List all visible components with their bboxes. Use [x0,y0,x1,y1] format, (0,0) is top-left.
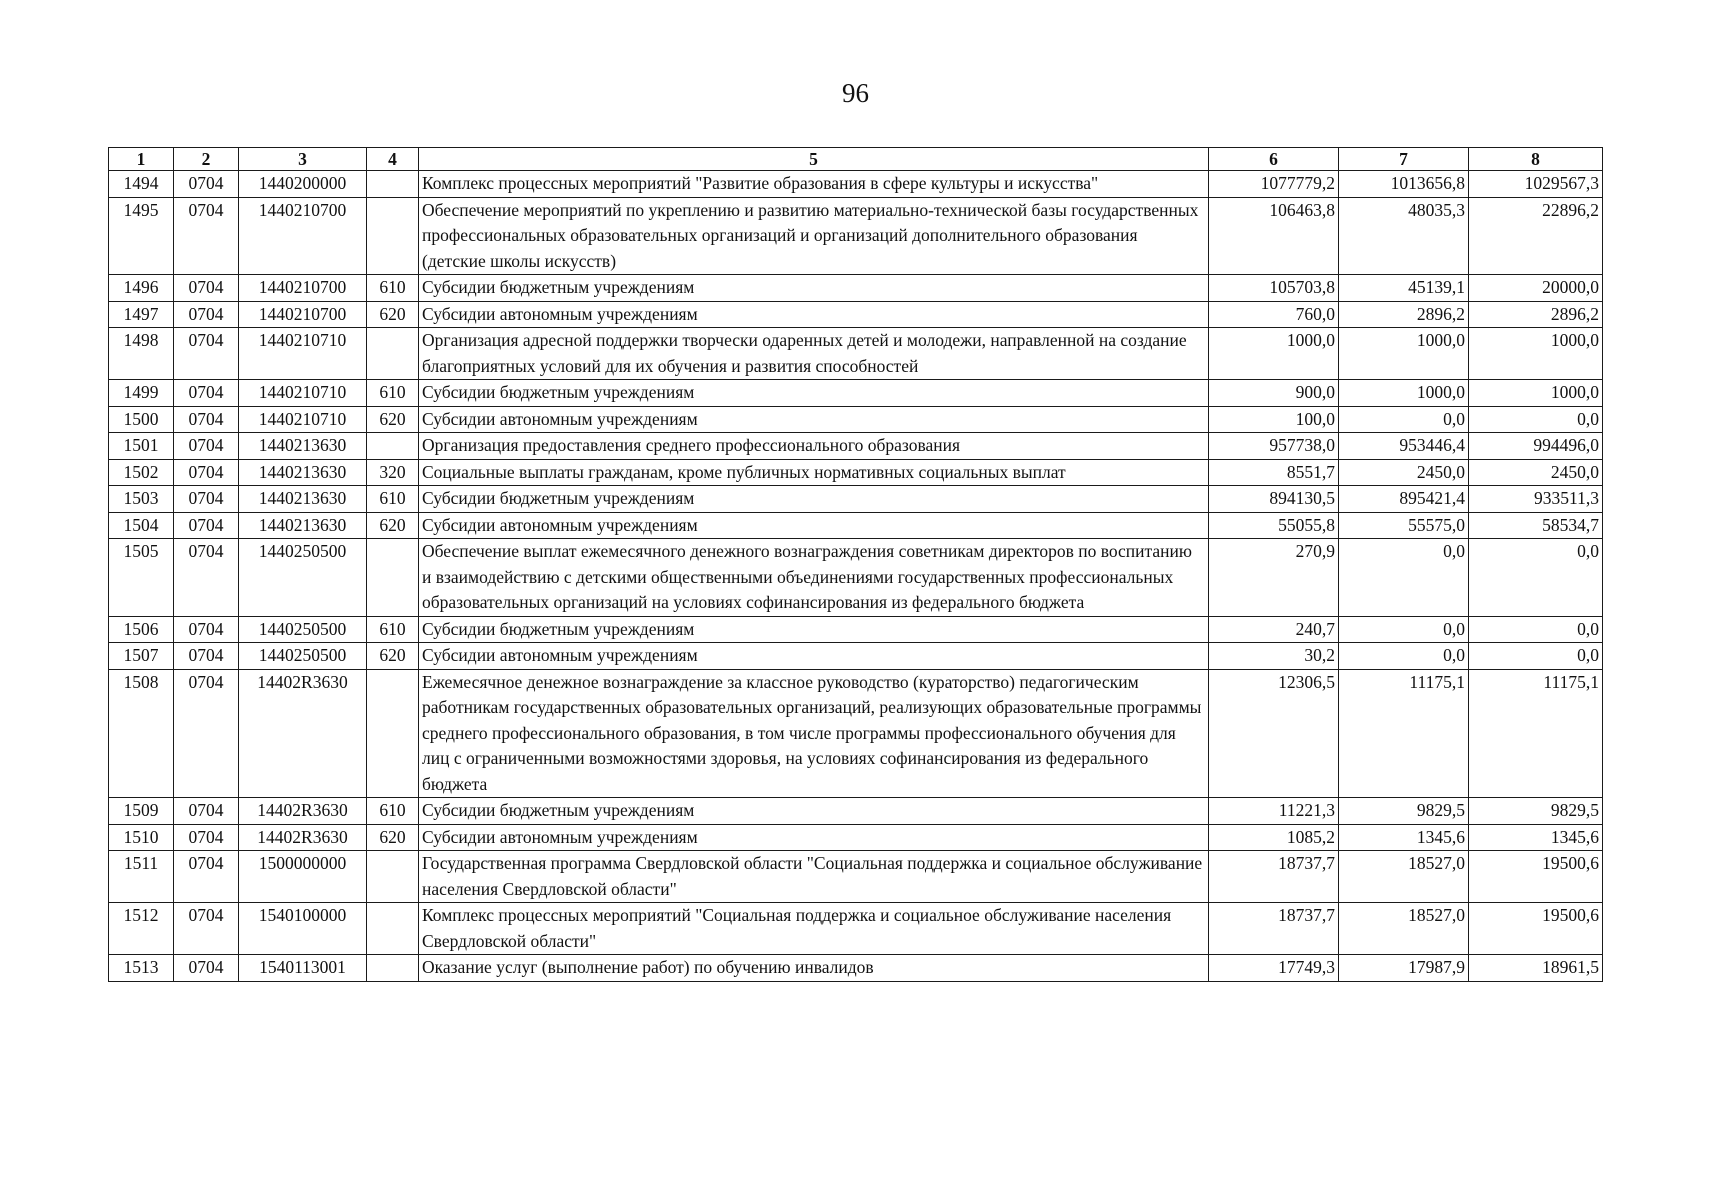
expense-type-cell: 610 [367,486,419,513]
amount-col6-cell: 900,0 [1209,380,1339,407]
row-number-cell: 1513 [109,955,174,982]
row-number-cell: 1508 [109,669,174,798]
amount-col6-cell: 105703,8 [1209,275,1339,302]
amount-col8-cell: 0,0 [1469,616,1603,643]
row-number-cell: 1500 [109,406,174,433]
expense-type-cell [367,171,419,198]
expense-type-cell: 610 [367,275,419,302]
amount-col8-cell: 933511,3 [1469,486,1603,513]
section-code-cell: 0704 [174,171,239,198]
section-code-cell: 0704 [174,433,239,460]
expense-type-cell: 620 [367,512,419,539]
section-code-cell: 0704 [174,851,239,903]
target-code-cell: 1440250500 [239,643,367,670]
expense-type-cell [367,433,419,460]
amount-col7-cell: 2896,2 [1339,301,1469,328]
expense-type-cell: 610 [367,616,419,643]
target-code-cell: 1440210710 [239,380,367,407]
item-name-cell: Субсидии бюджетным учреждениям [419,380,1209,407]
amount-col7-cell: 895421,4 [1339,486,1469,513]
expense-type-cell: 620 [367,301,419,328]
expense-type-cell: 620 [367,643,419,670]
amount-col6-cell: 106463,8 [1209,197,1339,275]
amount-col8-cell: 18961,5 [1469,955,1603,982]
target-code-cell: 1440250500 [239,539,367,617]
row-number-cell: 1504 [109,512,174,539]
target-code-cell: 1440210700 [239,197,367,275]
target-code-cell: 1500000000 [239,851,367,903]
amount-col7-cell: 45139,1 [1339,275,1469,302]
section-code-cell: 0704 [174,824,239,851]
item-name-cell: Комплекс процессных мероприятий "Социальная поддержка и социальное обслуживание населения Свердловской области" [419,903,1209,955]
section-code-cell: 0704 [174,669,239,798]
table-row [109,539,1603,617]
amount-col7-cell: 55575,0 [1339,512,1469,539]
item-name-cell: Субсидии автономным учреждениям [419,643,1209,670]
section-code-cell: 0704 [174,275,239,302]
table-row [109,433,1603,460]
section-code-cell: 0704 [174,616,239,643]
item-name-cell: Субсидии автономным учреждениям [419,301,1209,328]
amount-col8-cell: 0,0 [1469,406,1603,433]
amount-col6-cell: 1000,0 [1209,328,1339,380]
expense-type-cell: 610 [367,380,419,407]
row-number-cell: 1503 [109,486,174,513]
item-name-cell: Оказание услуг (выполнение работ) по обучению инвалидов [419,955,1209,982]
table-row [109,955,1603,982]
section-code-cell: 0704 [174,798,239,825]
amount-col7-cell: 1000,0 [1339,328,1469,380]
amount-col8-cell: 1000,0 [1469,328,1603,380]
row-number-cell: 1506 [109,616,174,643]
section-code-cell: 0704 [174,328,239,380]
column-header: 4 [367,148,419,171]
item-name-cell: Ежемесячное денежное вознаграждение за классное руководство (кураторство) педагогическим работникам государственных образовательных организаций, реализующих образовательные программы среднего профессионального образования, в том числе программы профессионального обучения для лиц с ограниченными возможностями здоровья, на условиях софинансирования из федерального бюджета [419,669,1209,798]
item-name-cell: Социальные выплаты гражданам, кроме публичных нормативных социальных выплат [419,459,1209,486]
amount-col7-cell: 953446,4 [1339,433,1469,460]
column-header: 3 [239,148,367,171]
item-name-cell: Государственная программа Свердловской области "Социальная поддержка и социальное обслуживание населения Свердловской области" [419,851,1209,903]
item-name-cell: Организация предоставления среднего профессионального образования [419,433,1209,460]
table-row [109,851,1603,903]
table-row [109,171,1603,198]
amount-col7-cell: 0,0 [1339,643,1469,670]
amount-col7-cell: 48035,3 [1339,197,1469,275]
item-name-cell: Субсидии автономным учреждениям [419,406,1209,433]
table-row [109,798,1603,825]
amount-col7-cell: 11175,1 [1339,669,1469,798]
amount-col8-cell: 20000,0 [1469,275,1603,302]
amount-col6-cell: 270,9 [1209,539,1339,617]
row-number-cell: 1498 [109,328,174,380]
table-row [109,643,1603,670]
amount-col8-cell: 11175,1 [1469,669,1603,798]
target-code-cell: 1440210700 [239,275,367,302]
target-code-cell: 14402R3630 [239,798,367,825]
table-body [109,171,1603,982]
amount-col8-cell: 994496,0 [1469,433,1603,460]
target-code-cell: 1440213630 [239,459,367,486]
table-row [109,616,1603,643]
amount-col6-cell: 18737,7 [1209,903,1339,955]
target-code-cell: 1440213630 [239,486,367,513]
item-name-cell: Обеспечение мероприятий по укреплению и развитию материально-технической базы государственных профессиональных образовательных организаций и организаций дополнительного образования (детские школы искусств) [419,197,1209,275]
amount-col7-cell: 9829,5 [1339,798,1469,825]
amount-col6-cell: 894130,5 [1209,486,1339,513]
amount-col8-cell: 19500,6 [1469,903,1603,955]
target-code-cell: 1440213630 [239,433,367,460]
amount-col6-cell: 17749,3 [1209,955,1339,982]
target-code-cell: 1440213630 [239,512,367,539]
target-code-cell: 1540100000 [239,903,367,955]
amount-col6-cell: 957738,0 [1209,433,1339,460]
amount-col8-cell: 0,0 [1469,539,1603,617]
item-name-cell: Субсидии бюджетным учреждениям [419,616,1209,643]
row-number-cell: 1496 [109,275,174,302]
section-code-cell: 0704 [174,512,239,539]
amount-col7-cell: 1345,6 [1339,824,1469,851]
target-code-cell: 1440200000 [239,171,367,198]
column-header: 1 [109,148,174,171]
amount-col8-cell: 1029567,3 [1469,171,1603,198]
amount-col8-cell: 19500,6 [1469,851,1603,903]
target-code-cell: 14402R3630 [239,669,367,798]
row-number-cell: 1510 [109,824,174,851]
expense-type-cell [367,539,419,617]
section-code-cell: 0704 [174,380,239,407]
target-code-cell: 1440210700 [239,301,367,328]
row-number-cell: 1499 [109,380,174,407]
expense-type-cell [367,903,419,955]
item-name-cell: Комплекс процессных мероприятий "Развитие образования в сфере культуры и искусства" [419,171,1209,198]
table-row [109,328,1603,380]
amount-col7-cell: 1013656,8 [1339,171,1469,198]
amount-col8-cell: 22896,2 [1469,197,1603,275]
amount-col6-cell: 55055,8 [1209,512,1339,539]
amount-col6-cell: 100,0 [1209,406,1339,433]
amount-col6-cell: 760,0 [1209,301,1339,328]
table-row [109,459,1603,486]
section-code-cell: 0704 [174,459,239,486]
row-number-cell: 1495 [109,197,174,275]
target-code-cell: 1540113001 [239,955,367,982]
amount-col7-cell: 17987,9 [1339,955,1469,982]
budget-table [108,147,1603,982]
amount-col8-cell: 9829,5 [1469,798,1603,825]
target-code-cell: 14402R3630 [239,824,367,851]
table-row [109,301,1603,328]
column-header: 8 [1469,148,1603,171]
section-code-cell: 0704 [174,903,239,955]
expense-type-cell [367,669,419,798]
amount-col6-cell: 240,7 [1209,616,1339,643]
target-code-cell: 1440210710 [239,406,367,433]
amount-col6-cell: 1077779,2 [1209,171,1339,198]
amount-col6-cell: 11221,3 [1209,798,1339,825]
row-number-cell: 1501 [109,433,174,460]
amount-col6-cell: 8551,7 [1209,459,1339,486]
item-name-cell: Обеспечение выплат ежемесячного денежного вознаграждения советникам директоров по воспитанию и взаимодействию с детскими общественными объединениями государственных профессиональных образовательных организаций на условиях софинансирования из федерального бюджета [419,539,1209,617]
amount-col6-cell: 18737,7 [1209,851,1339,903]
row-number-cell: 1507 [109,643,174,670]
item-name-cell: Субсидии бюджетным учреждениям [419,486,1209,513]
section-code-cell: 0704 [174,486,239,513]
item-name-cell: Субсидии бюджетным учреждениям [419,275,1209,302]
expense-type-cell [367,328,419,380]
section-code-cell: 0704 [174,539,239,617]
item-name-cell: Организация адресной поддержки творчески одаренных детей и молодежи, направленной на создание благоприятных условий для их обучения и развития способностей [419,328,1209,380]
table-row [109,380,1603,407]
row-number-cell: 1509 [109,798,174,825]
expense-type-cell [367,851,419,903]
amount-col7-cell: 18527,0 [1339,851,1469,903]
amount-col8-cell: 1000,0 [1469,380,1603,407]
expense-type-cell [367,955,419,982]
table-row [109,824,1603,851]
section-code-cell: 0704 [174,955,239,982]
table-row [109,486,1603,513]
amount-col7-cell: 0,0 [1339,616,1469,643]
row-number-cell: 1505 [109,539,174,617]
table-row [109,406,1603,433]
column-header: 7 [1339,148,1469,171]
amount-col8-cell: 58534,7 [1469,512,1603,539]
amount-col7-cell: 0,0 [1339,406,1469,433]
amount-col6-cell: 1085,2 [1209,824,1339,851]
section-code-cell: 0704 [174,643,239,670]
section-code-cell: 0704 [174,301,239,328]
item-name-cell: Субсидии автономным учреждениям [419,512,1209,539]
amount-col8-cell: 2896,2 [1469,301,1603,328]
row-number-cell: 1512 [109,903,174,955]
table-row [109,903,1603,955]
target-code-cell: 1440250500 [239,616,367,643]
amount-col6-cell: 30,2 [1209,643,1339,670]
column-header: 6 [1209,148,1339,171]
amount-col8-cell: 1345,6 [1469,824,1603,851]
row-number-cell: 1502 [109,459,174,486]
item-name-cell: Субсидии автономным учреждениям [419,824,1209,851]
row-number-cell: 1497 [109,301,174,328]
section-code-cell: 0704 [174,197,239,275]
target-code-cell: 1440210710 [239,328,367,380]
amount-col7-cell: 1000,0 [1339,380,1469,407]
amount-col8-cell: 0,0 [1469,643,1603,670]
table-row [109,275,1603,302]
amount-col7-cell: 0,0 [1339,539,1469,617]
amount-col6-cell: 12306,5 [1209,669,1339,798]
header-row [109,148,1603,171]
expense-type-cell: 320 [367,459,419,486]
page-number: 96 [842,78,869,108]
amount-col8-cell: 2450,0 [1469,459,1603,486]
expense-type-cell: 610 [367,798,419,825]
column-header: 5 [419,148,1209,171]
expense-type-cell [367,197,419,275]
item-name-cell: Субсидии бюджетным учреждениям [419,798,1209,825]
table-row [109,512,1603,539]
amount-col7-cell: 2450,0 [1339,459,1469,486]
section-code-cell: 0704 [174,406,239,433]
expense-type-cell: 620 [367,824,419,851]
expense-type-cell: 620 [367,406,419,433]
row-number-cell: 1511 [109,851,174,903]
table-row [109,197,1603,275]
amount-col7-cell: 18527,0 [1339,903,1469,955]
row-number-cell: 1494 [109,171,174,198]
column-header: 2 [174,148,239,171]
table-row [109,669,1603,798]
